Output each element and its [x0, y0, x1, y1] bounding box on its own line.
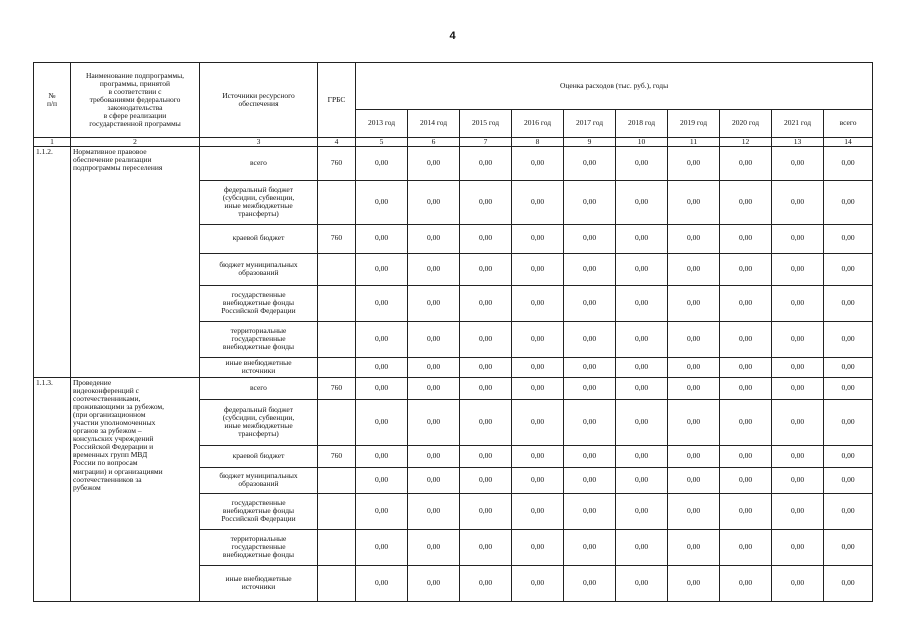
- cell-value: 0,00: [408, 357, 460, 377]
- cell-value: 0,00: [616, 357, 668, 377]
- grbs-code: [318, 565, 356, 601]
- funding-source: бюджет муниципальных образований: [200, 467, 318, 493]
- cell-value: 0,00: [512, 321, 564, 357]
- cell-value: 0,00: [408, 467, 460, 493]
- cell-value: 0,00: [616, 529, 668, 565]
- grbs-code: 760: [318, 146, 356, 180]
- column-number: 4: [318, 138, 356, 147]
- cell-value: 0,00: [408, 180, 460, 224]
- cell-value: 0,00: [408, 377, 460, 399]
- funding-source: краевой бюджет: [200, 224, 318, 253]
- column-number: 14: [824, 138, 873, 147]
- column-numbers-row: [34, 138, 873, 147]
- cell-value: 0,00: [668, 529, 720, 565]
- cell-value: 0,00: [720, 321, 772, 357]
- funding-source: государственные внебюджетные фонды Российской Федерации: [200, 285, 318, 321]
- cell-value: 0,00: [512, 224, 564, 253]
- grbs-code: [318, 285, 356, 321]
- cell-value: 0,00: [356, 253, 408, 285]
- cell-value: 0,00: [720, 467, 772, 493]
- cell-value: 0,00: [668, 146, 720, 180]
- cell-value: 0,00: [512, 285, 564, 321]
- cell-value: 0,00: [772, 285, 824, 321]
- cell-value: 0,00: [720, 377, 772, 399]
- cell-value: 0,00: [512, 357, 564, 377]
- cell-value: 0,00: [408, 565, 460, 601]
- header-year: 2018 год: [616, 110, 668, 138]
- cell-value: 0,00: [772, 377, 824, 399]
- funding-source: территориальные государственные внебюджетные фонды: [200, 529, 318, 565]
- cell-value: 0,00: [564, 285, 616, 321]
- cell-value: 0,00: [616, 146, 668, 180]
- cell-value: 0,00: [720, 529, 772, 565]
- section-name: Нормативное правовое обеспечение реализации подпрограммы переселения: [71, 146, 200, 377]
- cell-value: 0,00: [668, 253, 720, 285]
- cell-value: 0,00: [460, 253, 512, 285]
- column-number: 5: [356, 138, 408, 147]
- cell-value: 0,00: [720, 180, 772, 224]
- cell-value: 0,00: [460, 529, 512, 565]
- cell-value: 0,00: [564, 529, 616, 565]
- cell-value: 0,00: [668, 493, 720, 529]
- column-number: 1: [34, 138, 71, 147]
- header-estimate: Оценка расходов (тыс. руб.), годы: [356, 63, 873, 110]
- table-row: [34, 146, 873, 180]
- funding-source: территориальные государственные внебюджетные фонды: [200, 321, 318, 357]
- column-number: 6: [408, 138, 460, 147]
- funding-source: краевой бюджет: [200, 445, 318, 467]
- cell-value: 0,00: [616, 377, 668, 399]
- cell-value: 0,00: [616, 253, 668, 285]
- column-number: 10: [616, 138, 668, 147]
- cell-value: 0,00: [460, 565, 512, 601]
- cell-value: 0,00: [460, 493, 512, 529]
- cell-value: 0,00: [668, 565, 720, 601]
- cell-value: 0,00: [564, 146, 616, 180]
- cell-value: 0,00: [356, 146, 408, 180]
- cell-value: 0,00: [616, 565, 668, 601]
- cell-value: 0,00: [824, 285, 873, 321]
- funding-source: иные внебюджетные источники: [200, 565, 318, 601]
- header-sources: Источники ресурсного обеспечения: [200, 63, 318, 138]
- cell-value: 0,00: [668, 377, 720, 399]
- cell-value: 0,00: [356, 529, 408, 565]
- cell-value: 0,00: [824, 321, 873, 357]
- header-num: № п/п: [34, 63, 71, 138]
- grbs-code: [318, 399, 356, 445]
- cell-value: 0,00: [564, 493, 616, 529]
- cell-value: 0,00: [824, 357, 873, 377]
- funding-source: федеральный бюджет (субсидии, субвенции, иные межбюджетные трансферты): [200, 399, 318, 445]
- funding-source: всего: [200, 377, 318, 399]
- cell-value: 0,00: [824, 146, 873, 180]
- cell-value: 0,00: [408, 253, 460, 285]
- cell-value: 0,00: [356, 399, 408, 445]
- cell-value: 0,00: [460, 321, 512, 357]
- cell-value: 0,00: [616, 224, 668, 253]
- cell-value: 0,00: [408, 529, 460, 565]
- cell-value: 0,00: [512, 445, 564, 467]
- cell-value: 0,00: [720, 224, 772, 253]
- cell-value: 0,00: [460, 224, 512, 253]
- cell-value: 0,00: [772, 529, 824, 565]
- cell-value: 0,00: [564, 565, 616, 601]
- cell-value: 0,00: [668, 285, 720, 321]
- cell-value: 0,00: [408, 224, 460, 253]
- cell-value: 0,00: [772, 467, 824, 493]
- cell-value: 0,00: [356, 377, 408, 399]
- cell-value: 0,00: [460, 180, 512, 224]
- section-name: Проведение видеоконференций с соотечественниками, проживающими за рубежом, (при организационном участии уполномоченных органов за рубежом – консульских учреждений Российской Федерации и временных групп МВД России по вопросам миграции) и организациями соотечественников за рубежом: [71, 377, 200, 601]
- cell-value: 0,00: [408, 285, 460, 321]
- cell-value: 0,00: [668, 180, 720, 224]
- cell-value: 0,00: [772, 445, 824, 467]
- cell-value: 0,00: [720, 399, 772, 445]
- cell-value: 0,00: [512, 467, 564, 493]
- grbs-code: [318, 180, 356, 224]
- cell-value: 0,00: [356, 321, 408, 357]
- header-name: Наименование подпрограммы, программы, принятой в соответствии с требованиями федерального законодательства в сфере реализации государственной программы: [71, 63, 200, 138]
- cell-value: 0,00: [720, 253, 772, 285]
- cell-value: 0,00: [356, 285, 408, 321]
- grbs-code: 760: [318, 377, 356, 399]
- table-row: [34, 377, 873, 399]
- cell-value: 0,00: [668, 445, 720, 467]
- cell-value: 0,00: [564, 321, 616, 357]
- cell-value: 0,00: [824, 493, 873, 529]
- cell-value: 0,00: [512, 377, 564, 399]
- table-body: [34, 146, 873, 601]
- cell-value: 0,00: [408, 321, 460, 357]
- column-number: 11: [668, 138, 720, 147]
- budget-table: [33, 62, 873, 602]
- funding-source: иные внебюджетные источники: [200, 357, 318, 377]
- header-year: 2021 год: [772, 110, 824, 138]
- cell-value: 0,00: [564, 399, 616, 445]
- cell-value: 0,00: [720, 285, 772, 321]
- cell-value: 0,00: [408, 445, 460, 467]
- cell-value: 0,00: [668, 321, 720, 357]
- cell-value: 0,00: [824, 565, 873, 601]
- cell-value: 0,00: [720, 445, 772, 467]
- column-number: 9: [564, 138, 616, 147]
- cell-value: 0,00: [512, 529, 564, 565]
- cell-value: 0,00: [668, 399, 720, 445]
- cell-value: 0,00: [720, 146, 772, 180]
- cell-value: 0,00: [564, 253, 616, 285]
- header-year: 2017 год: [564, 110, 616, 138]
- cell-value: 0,00: [564, 467, 616, 493]
- cell-value: 0,00: [408, 146, 460, 180]
- cell-value: 0,00: [616, 467, 668, 493]
- cell-value: 0,00: [824, 180, 873, 224]
- cell-value: 0,00: [512, 565, 564, 601]
- cell-value: 0,00: [772, 146, 824, 180]
- cell-value: 0,00: [824, 377, 873, 399]
- cell-value: 0,00: [460, 377, 512, 399]
- cell-value: 0,00: [616, 399, 668, 445]
- grbs-code: [318, 357, 356, 377]
- cell-value: 0,00: [512, 493, 564, 529]
- cell-value: 0,00: [616, 493, 668, 529]
- column-number: 12: [720, 138, 772, 147]
- cell-value: 0,00: [408, 399, 460, 445]
- cell-value: 0,00: [512, 146, 564, 180]
- cell-value: 0,00: [356, 180, 408, 224]
- header-year: 2019 год: [668, 110, 720, 138]
- grbs-code: [318, 253, 356, 285]
- cell-value: 0,00: [460, 285, 512, 321]
- cell-value: 0,00: [772, 180, 824, 224]
- cell-value: 0,00: [564, 357, 616, 377]
- cell-value: 0,00: [668, 357, 720, 377]
- cell-value: 0,00: [512, 253, 564, 285]
- cell-value: 0,00: [460, 445, 512, 467]
- column-number: 7: [460, 138, 512, 147]
- column-number: 13: [772, 138, 824, 147]
- cell-value: 0,00: [824, 467, 873, 493]
- cell-value: 0,00: [564, 445, 616, 467]
- cell-value: 0,00: [356, 224, 408, 253]
- funding-source: федеральный бюджет (субсидии, субвенции, иные межбюджетные трансферты): [200, 180, 318, 224]
- cell-value: 0,00: [824, 399, 873, 445]
- cell-value: 0,00: [616, 445, 668, 467]
- cell-value: 0,00: [720, 357, 772, 377]
- cell-value: 0,00: [460, 357, 512, 377]
- cell-value: 0,00: [772, 565, 824, 601]
- cell-value: 0,00: [772, 321, 824, 357]
- cell-value: 0,00: [824, 224, 873, 253]
- cell-value: 0,00: [356, 357, 408, 377]
- grbs-code: [318, 321, 356, 357]
- cell-value: 0,00: [824, 445, 873, 467]
- grbs-code: [318, 467, 356, 493]
- cell-value: 0,00: [616, 180, 668, 224]
- cell-value: 0,00: [356, 467, 408, 493]
- cell-value: 0,00: [720, 565, 772, 601]
- section-number: 1.1.2.: [34, 146, 71, 377]
- cell-value: 0,00: [356, 493, 408, 529]
- cell-value: 0,00: [408, 493, 460, 529]
- cell-value: 0,00: [512, 399, 564, 445]
- cell-value: 0,00: [616, 285, 668, 321]
- header-year: всего: [824, 110, 873, 138]
- cell-value: 0,00: [824, 253, 873, 285]
- cell-value: 0,00: [356, 565, 408, 601]
- header-year: 2015 год: [460, 110, 512, 138]
- cell-value: 0,00: [616, 321, 668, 357]
- cell-value: 0,00: [772, 493, 824, 529]
- cell-value: 0,00: [720, 493, 772, 529]
- column-number: 2: [71, 138, 200, 147]
- cell-value: 0,00: [356, 445, 408, 467]
- cell-value: 0,00: [460, 467, 512, 493]
- cell-value: 0,00: [564, 180, 616, 224]
- cell-value: 0,00: [772, 399, 824, 445]
- header-year: 2014 год: [408, 110, 460, 138]
- grbs-code: 760: [318, 445, 356, 467]
- header-year: 2020 год: [720, 110, 772, 138]
- grbs-code: [318, 493, 356, 529]
- header-year: 2013 год: [356, 110, 408, 138]
- header-grbs: ГРБС: [318, 63, 356, 138]
- cell-value: 0,00: [460, 399, 512, 445]
- cell-value: 0,00: [512, 180, 564, 224]
- cell-value: 0,00: [772, 224, 824, 253]
- header-year: 2016 год: [512, 110, 564, 138]
- cell-value: 0,00: [668, 467, 720, 493]
- cell-value: 0,00: [564, 224, 616, 253]
- cell-value: 0,00: [772, 357, 824, 377]
- funding-source: государственные внебюджетные фонды Российской Федерации: [200, 493, 318, 529]
- cell-value: 0,00: [668, 224, 720, 253]
- funding-source: всего: [200, 146, 318, 180]
- grbs-code: [318, 529, 356, 565]
- grbs-code: 760: [318, 224, 356, 253]
- cell-value: 0,00: [772, 253, 824, 285]
- column-number: 8: [512, 138, 564, 147]
- funding-source: бюджет муниципальных образований: [200, 253, 318, 285]
- column-number: 3: [200, 138, 318, 147]
- page-number: 4: [449, 30, 456, 42]
- cell-value: 0,00: [824, 529, 873, 565]
- cell-value: 0,00: [460, 146, 512, 180]
- section-number: 1.1.3.: [34, 377, 71, 601]
- cell-value: 0,00: [564, 377, 616, 399]
